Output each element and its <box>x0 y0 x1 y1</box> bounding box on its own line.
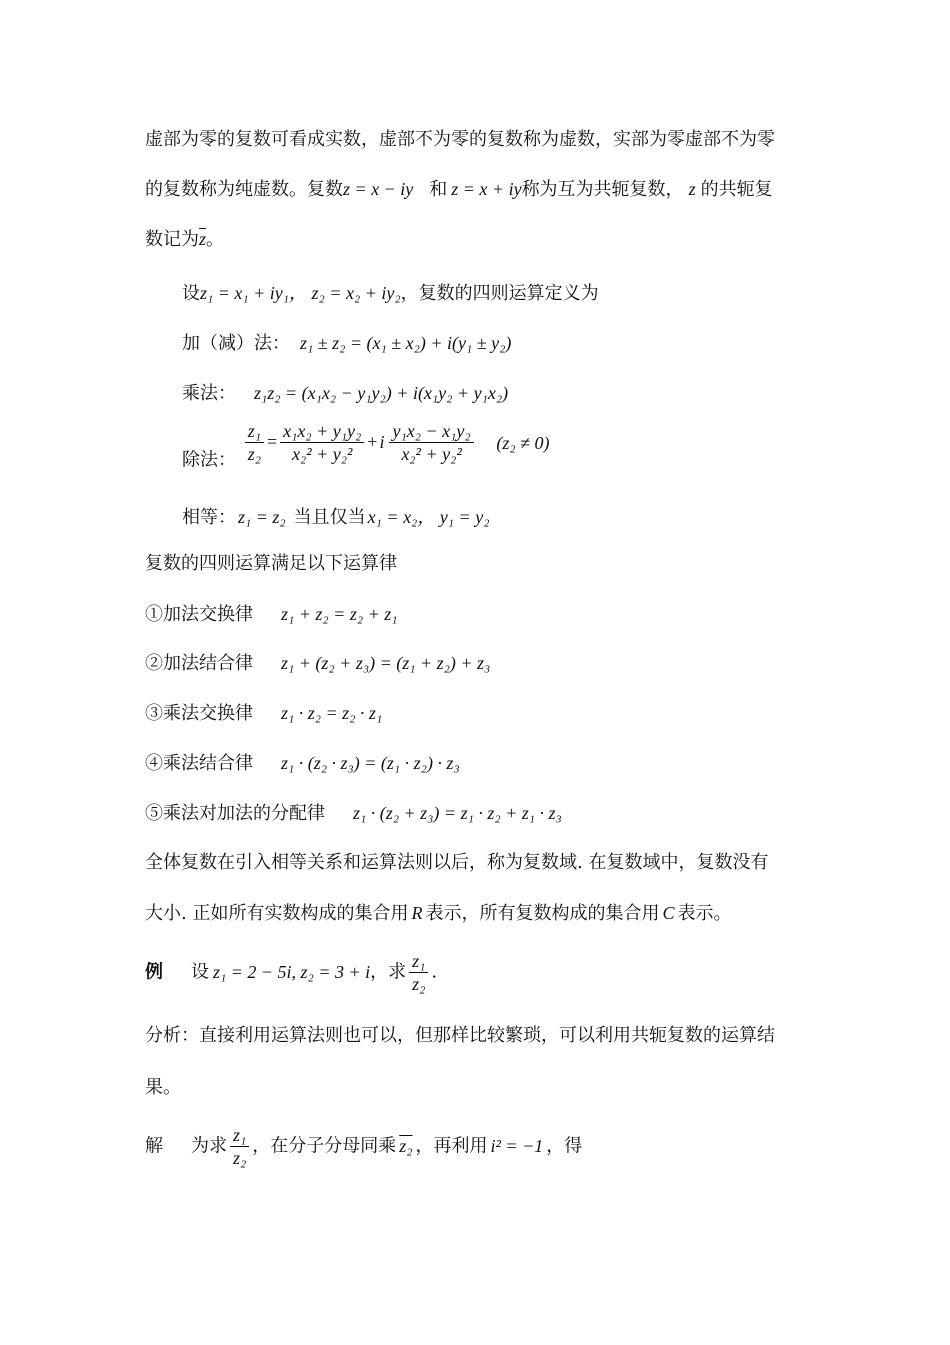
label: 除法： <box>182 449 236 471</box>
laws-intro <box>145 551 397 577</box>
text: 果。 <box>145 1077 181 1098</box>
formula-example: z₁ = 2 − 5i, z₂ = 3 + i <box>213 961 371 982</box>
example-label: 例 <box>145 961 163 983</box>
fraction-real: $\frac{\text{x₁x₂ + y₁y₂}}{\text{x₂² + y₂²}}$ <box>280 420 364 465</box>
formula-conjugate: z₂ <box>399 1135 413 1156</box>
paragraph-line-3 <box>145 226 224 253</box>
formula-conjugate-1: z = x − iy <box>343 179 414 199</box>
field-line-2 <box>145 900 731 927</box>
law-item <box>145 750 460 777</box>
formula-condition: (z₂ ≠ 0) <box>496 432 550 453</box>
law-formula: z₁ + (z₂ + z₃) = (z₁ + z₂) + z₃ <box>281 653 491 673</box>
set-C: C <box>662 903 675 923</box>
text: ，得 <box>546 1135 583 1157</box>
text: 设 <box>182 283 200 304</box>
law-label: ⑤乘法对加法的分配律 <box>145 803 325 824</box>
text: 全体复数在引入相等关系和运算法则以后，称为复数域. 在复数域中，复数没有 <box>145 852 769 873</box>
law-label: ③乘法交换律 <box>145 703 253 724</box>
analysis-line-1 <box>145 1023 775 1049</box>
text: . <box>431 961 438 983</box>
fraction-lhs: $\frac{\text{z₁}}{\text{z₂}}$ <box>245 420 264 465</box>
definition-multiply <box>182 380 508 407</box>
text: 分析：直接利用运算法则也可以，但那样比较繁琐，可以利用共轭复数的运算结 <box>145 1025 775 1046</box>
law-formula: z₁ · z₂ = z₂ · z₁ <box>281 703 383 723</box>
solution-label: 解 <box>145 1135 163 1157</box>
text: 。 <box>206 229 225 250</box>
formula-equal: z₁ = z₂ <box>238 507 286 527</box>
text: 设 <box>191 961 209 983</box>
text: ，在分子分母同乘 <box>252 1135 397 1157</box>
text: 表示。 <box>677 903 732 924</box>
field-line-1 <box>145 850 768 876</box>
law-label: ②加法结合律 <box>145 653 253 674</box>
fraction-imag: $\frac{\text{y₁x₂ − x₁y₂}}{\text{x₂² + y₂²}}$ <box>389 420 473 465</box>
formula-multiply: z₁z₂ = (x₁x₂ − y₁y₂) + i(x₁y₂ + y₁x₂) <box>254 383 509 403</box>
set-R: R <box>411 903 423 923</box>
imag-unit: i <box>379 431 385 452</box>
formula-conjugate-2: z = x + iy <box>451 179 522 199</box>
fraction-solution: $\frac{\text{z₁}}{\text{z₂}}$ <box>230 1124 249 1169</box>
definition-add <box>182 330 511 357</box>
paragraph-line-1 <box>145 127 775 153</box>
definition-divide: 除法： $\frac{\text{z₁}}{\text{z₂}}$ = $\frac{\text{x₁x₂ + y₁y₂}}{\text{x₂² + y₂²}}$ + i $\frac{\text{y₁x₂ − x₁y₂}}{\text{x₂² + y₂²}}$ (z₂ ≠ 0) <box>182 421 550 471</box>
text: ，再利用 <box>415 1135 488 1157</box>
law-item <box>145 650 490 677</box>
analysis-line-2 <box>145 1075 181 1101</box>
solution <box>145 1124 582 1169</box>
formula-add: z₁ ± z₂ = (x₁ ± x₂) + i(y₁ ± y₂) <box>300 333 512 353</box>
text: 数记为 <box>145 229 199 250</box>
text: 当且仅当 <box>293 507 366 528</box>
law-item <box>145 800 562 827</box>
fraction-example: $\frac{\text{z₁}}{\text{z₂}}$ <box>409 950 428 995</box>
text: ，求 <box>370 961 407 983</box>
paragraph-line-2 <box>145 176 773 203</box>
law-item <box>145 601 398 628</box>
example <box>145 950 437 995</box>
law-formula: z₁ · (z₂ + z₃) = z₁ · z₂ + z₁ · z₃ <box>353 803 562 823</box>
label: 乘法： <box>182 383 236 404</box>
text: 复数的四则运算满足以下运算律 <box>145 553 397 574</box>
definition-equal <box>182 504 489 531</box>
law-item <box>145 700 382 727</box>
law-label: ④乘法结合律 <box>145 753 253 774</box>
text: ，复数的四则运算定义为 <box>400 283 599 304</box>
formula-i-squared: i² = −1 <box>490 1135 544 1156</box>
label: 加（减）法： <box>182 333 290 354</box>
text: 表示，所有复数构成的集合用 <box>425 903 660 924</box>
formula-z-bar: $\overline{z}$ <box>199 229 207 249</box>
definition-set <box>182 280 599 307</box>
law-formula: z₁ · (z₂ · z₃) = (z₁ · z₂) · z₃ <box>281 753 460 773</box>
text: 的复数称为纯虚数。复数 <box>145 179 343 200</box>
text: 和 <box>429 179 448 200</box>
label: 相等： <box>182 507 236 528</box>
law-formula: z₁ + z₂ = z₂ + z₁ <box>281 604 398 624</box>
text: 为求 <box>191 1135 227 1157</box>
text: 大小. 正如所有实数构成的集合用 <box>145 903 409 924</box>
law-label: ①加法交换律 <box>145 604 253 625</box>
text: 虚部为零的复数可看成实数，虚部不为零的复数称为虚数，实部为零虚部不为零 <box>145 129 775 150</box>
text: 称为互为共轭复数， <box>521 179 684 200</box>
text: 的共轭复 <box>700 179 773 200</box>
formula-set: z₁ = x₁ + iy₁， z₂ = x₂ + iy₂ <box>200 283 401 303</box>
formula-z: z <box>688 179 696 199</box>
formula-equal-condition: x₁ = x₂， y₁ = y₂ <box>367 507 490 527</box>
